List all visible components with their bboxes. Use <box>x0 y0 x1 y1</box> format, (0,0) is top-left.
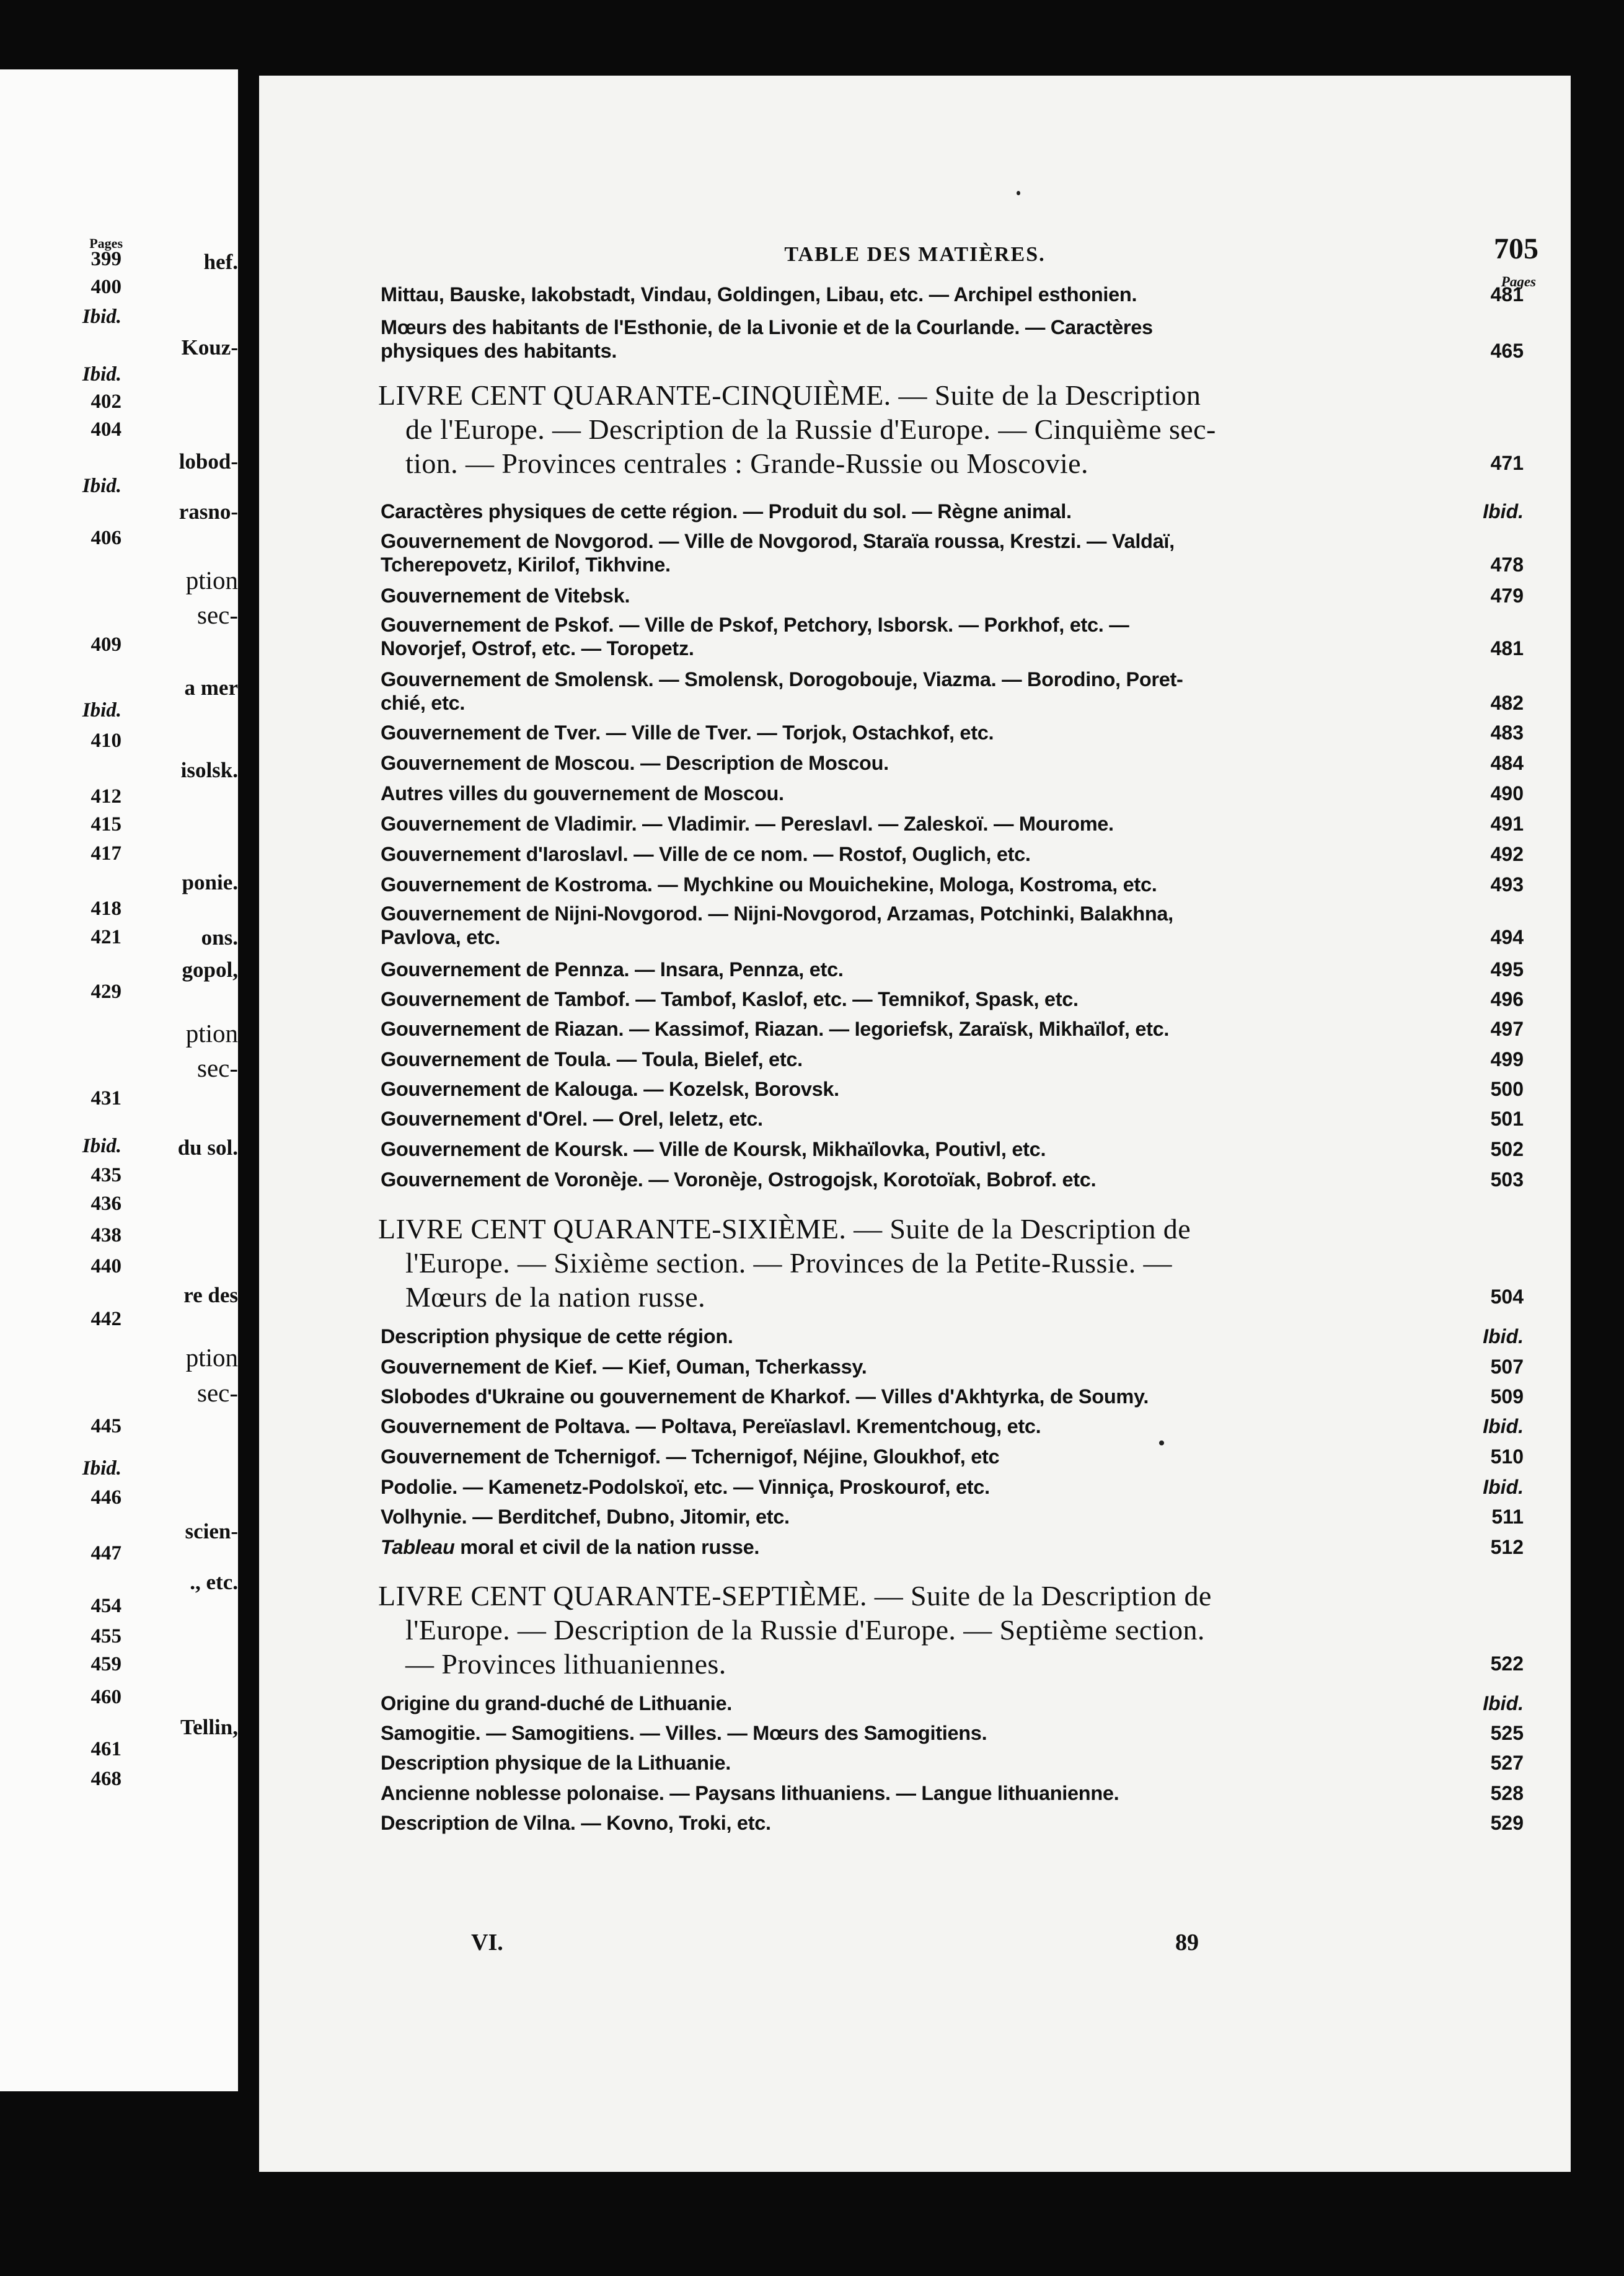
toc-entry <box>381 1355 1524 1378</box>
entry-title <box>381 958 1524 981</box>
entry-title <box>381 1445 1524 1468</box>
entry-title <box>381 1535 1524 1559</box>
entry-title <box>381 1137 1524 1161</box>
entry-title <box>381 1107 1524 1131</box>
ink-speck <box>1017 191 1020 195</box>
entry-page-number: 502 <box>1490 1138 1524 1160</box>
entry-line: Autres villes du gouvernement de Moscou. <box>381 782 784 805</box>
entry-line: Gouvernement de Pskof. — Ville de Pskof, Petchory, Isborsk. — Porkhof, etc. — <box>381 614 1129 636</box>
entry-line: Caractères physiques de cette région. — Produit du sol. — Règne animal. <box>381 500 1072 523</box>
entry-line: Gouvernement de Voronèje. — Voronèje, Ostrogojsk, Korotoïak, Bobrof. etc. <box>381 1168 1097 1191</box>
entry-title <box>381 812 1524 836</box>
toc-entry <box>381 1017 1524 1041</box>
entry-page-number: 504 <box>1490 1286 1524 1308</box>
left-pages-label: Pages <box>89 236 123 251</box>
entry-page-number: 471 <box>1490 452 1524 474</box>
entry-title <box>381 782 1524 805</box>
entry-page-number: 495 <box>1490 958 1524 981</box>
left-page-number: 417 <box>90 842 121 865</box>
entry-page-number: 511 <box>1491 1506 1524 1528</box>
left-page-text-fragment: ption <box>185 566 238 594</box>
left-page-text-fragment: Tellin, <box>180 1715 238 1739</box>
left-page-text-fragment: sec- <box>196 1378 238 1407</box>
toc-entry <box>381 1751 1524 1775</box>
entry-line: Gouvernement de Poltava. — Poltava, Pereïaslavl. Krementchoug, etc. <box>381 1415 1041 1437</box>
entry-line: Volhynie. — Berditchef, Dubno, Jitomir, etc. <box>381 1506 790 1528</box>
entry-page-number: 525 <box>1490 1722 1524 1744</box>
entry-line: Gouvernement de Kalouga. — Kozelsk, Borovsk. <box>381 1078 839 1100</box>
left-page-text-fragment: ption <box>185 1019 238 1048</box>
left-page-number: Ibid. <box>82 363 121 386</box>
left-page-number: 440 <box>90 1255 121 1277</box>
entry-page-number: 481 <box>1490 637 1524 659</box>
entry-page-number: 479 <box>1490 584 1524 607</box>
running-title: TABLE DES MATIÈRES. <box>784 243 1046 266</box>
entry-title <box>381 1385 1524 1408</box>
left-page-number: 406 <box>90 527 121 549</box>
left-page-text-fragment: du sol. <box>177 1136 238 1160</box>
entry-title <box>381 613 1524 660</box>
left-page-number: 438 <box>90 1224 121 1246</box>
left-page-number: 431 <box>90 1087 121 1109</box>
left-page-number: 436 <box>90 1193 121 1215</box>
entry-page-number: 482 <box>1490 692 1524 714</box>
toc-entry <box>381 958 1524 981</box>
entry-page-number: 497 <box>1490 1018 1524 1040</box>
entry-page-number: Ibid. <box>1483 1415 1524 1437</box>
left-page-text-fragment: scien- <box>185 1519 238 1543</box>
entry-title <box>381 987 1524 1011</box>
entry-line: Gouvernement de Riazan. — Kassimof, Riazan. — Iegoriefsk, Zaraïsk, Mikhaïlof, etc. <box>381 1018 1170 1040</box>
toc-entry <box>381 1781 1524 1805</box>
entry-line: LIVRE CENT QUARANTE-CINQUIÈME. — Suite de la Description <box>378 379 1201 411</box>
toc-entry <box>381 1721 1524 1745</box>
left-page-text-fragment: re des <box>183 1283 238 1307</box>
toc-entry <box>381 1811 1524 1835</box>
left-page-text-fragment: gopol, <box>182 958 238 982</box>
entry-page-number: 503 <box>1490 1168 1524 1191</box>
left-page-number: 461 <box>90 1738 121 1760</box>
left-page-number: Ibid. <box>82 306 121 328</box>
entry-page-number: 528 <box>1490 1782 1524 1804</box>
entry-title <box>381 668 1524 715</box>
entry-title <box>381 842 1524 866</box>
left-page-text-fragment: ons. <box>201 925 238 950</box>
entry-title <box>381 1692 1524 1715</box>
toc-entry <box>381 1505 1524 1528</box>
entry-line: chié, etc. <box>381 692 466 714</box>
entry-line: Gouvernement de Tver. — Ville de Tver. — Torjok, Ostachkof, etc. <box>381 721 994 744</box>
toc-entry <box>381 842 1524 866</box>
toc-entry <box>381 751 1524 775</box>
entry-page-number: 499 <box>1490 1048 1524 1070</box>
entry-title <box>381 315 1524 363</box>
left-page-number: 409 <box>90 633 121 656</box>
toc-entry <box>381 873 1524 896</box>
entry-page-number: Ibid. <box>1483 500 1524 523</box>
entry-page-number: 491 <box>1490 813 1524 835</box>
entry-line: LIVRE CENT QUARANTE-SIXIÈME. — Suite de la Description de <box>378 1213 1191 1245</box>
toc-entry <box>381 668 1524 715</box>
chapter-heading-entry <box>378 1212 1524 1314</box>
entry-line: Gouvernement de Tchernigof. — Tchernigof, Néjine, Gloukhof, etc <box>381 1445 1000 1468</box>
entry-title <box>381 500 1524 523</box>
entry-title <box>381 751 1524 775</box>
entry-title <box>381 1505 1524 1528</box>
entry-line: LIVRE CENT QUARANTE-SEPTIÈME. — Suite de la Description de <box>378 1580 1212 1612</box>
entry-page-number: 478 <box>1490 554 1524 576</box>
entry-line: Description physique de la Lithuanie. <box>381 1752 731 1774</box>
left-page-number: 415 <box>90 813 121 836</box>
entry-line: l'Europe. — Description de la Russie d'Europe. — Septième section. <box>405 1614 1205 1646</box>
entry-line: Description de Vilna. — Kovno, Troki, etc. <box>381 1812 771 1834</box>
entry-line: — Provinces lithuaniennes. <box>405 1648 726 1680</box>
left-page-number: 454 <box>90 1595 121 1617</box>
left-page-number: 399 <box>90 248 121 270</box>
left-page-text-fragment: hef. <box>203 250 238 274</box>
toc-entry <box>381 1385 1524 1408</box>
entry-line: Gouvernement de Vitebsk. <box>381 584 630 607</box>
left-page-number: 442 <box>90 1308 121 1330</box>
entry-line: Novorjef, Ostrof, etc. — Toropetz. <box>381 637 694 659</box>
toc-entry <box>381 1692 1524 1715</box>
entry-line: Gouvernement de Kostroma. — Mychkine ou Mouichekine, Mologa, Kostroma, etc. <box>381 873 1157 896</box>
left-page-text-fragment: ., etc. <box>190 1570 238 1594</box>
toc-entry <box>381 1414 1524 1438</box>
entry-title <box>381 1721 1524 1745</box>
entry-title <box>381 1811 1524 1835</box>
left-page-number: 435 <box>90 1164 121 1186</box>
entry-title <box>381 1017 1524 1041</box>
entry-title <box>381 283 1524 306</box>
entry-line: Gouvernement de Vladimir. — Vladimir. — Pereslavl. — Zaleskoï. — Mourome. <box>381 813 1114 835</box>
toc-entry <box>381 584 1524 607</box>
entry-line: Pavlova, etc. <box>381 926 501 948</box>
entry-line: Slobodes d'Ukraine ou gouvernement de Kharkof. — Villes d'Akhtyrka, de Soumy. <box>381 1385 1149 1408</box>
toc-entry <box>381 1048 1524 1071</box>
entry-line-wrapper <box>381 1535 1468 1559</box>
entry-title <box>381 584 1524 607</box>
entry-page-number: 509 <box>1490 1385 1524 1408</box>
entry-title <box>381 1781 1524 1805</box>
entry-line: Ancienne noblesse polonaise. — Paysans lithuaniens. — Langue lithuanienne. <box>381 1782 1119 1804</box>
entry-page-number: 512 <box>1490 1536 1524 1558</box>
signature-mark: VI. <box>471 1930 503 1956</box>
toc-entry <box>381 1137 1524 1161</box>
entry-title <box>381 1048 1524 1071</box>
toc-entry <box>381 1445 1524 1468</box>
toc-entry <box>381 500 1524 523</box>
entry-line: Description physique de cette région. <box>381 1325 733 1348</box>
left-page-text-fragment: a mer <box>184 676 238 700</box>
entry-page-number: 483 <box>1490 721 1524 744</box>
entry-line: Gouvernement de Pennza. — Insara, Pennza, etc. <box>381 958 844 981</box>
entry-page-number: 484 <box>1490 752 1524 774</box>
toc-entry <box>381 987 1524 1011</box>
left-page-number: 418 <box>90 898 121 920</box>
entry-line: tion. — Provinces centrales : Grande-Russie ou Moscovie. <box>405 448 1088 479</box>
gathering-number: 89 <box>1175 1930 1199 1956</box>
left-page-number: Ibid. <box>82 699 121 721</box>
entry-title <box>381 721 1524 744</box>
table-of-contents-page <box>259 76 1571 2172</box>
entry-lead-italic: Tableau <box>381 1536 455 1558</box>
entry-line: Origine du grand-duché de Lithuanie. <box>381 1692 732 1714</box>
entry-line: Gouvernement de Tambof. — Tambof, Kaslof, etc. — Temnikof, Spask, etc. <box>381 988 1079 1010</box>
left-page-number: 400 <box>90 276 121 298</box>
toc-entry <box>381 1168 1524 1191</box>
entry-title <box>381 902 1524 949</box>
toc-entry <box>381 1325 1524 1348</box>
entry-page-number: 496 <box>1490 988 1524 1010</box>
entry-line: l'Europe. — Sixième section. — Provinces de la Petite-Russie. — <box>405 1247 1172 1279</box>
entry-line: Mœurs de la nation russe. <box>405 1281 705 1313</box>
left-page-number: 459 <box>90 1653 121 1675</box>
entry-page-number: 481 <box>1490 283 1524 306</box>
entry-title <box>381 873 1524 896</box>
entry-line: moral et civil de la nation russe. <box>460 1536 760 1558</box>
entry-page-number: 501 <box>1490 1108 1524 1130</box>
toc-entry <box>381 902 1524 949</box>
left-page-number: Ibid. <box>82 1457 121 1480</box>
left-page-number: 446 <box>90 1486 121 1509</box>
left-page-number: Ibid. <box>82 1135 121 1157</box>
entry-page-number: 492 <box>1490 843 1524 865</box>
entry-page-number: 507 <box>1490 1356 1524 1378</box>
toc-entry <box>381 529 1524 576</box>
entry-page-number: 494 <box>1490 926 1524 948</box>
left-page-number: 468 <box>90 1768 121 1790</box>
entry-title <box>381 1355 1524 1378</box>
left-page-number: 421 <box>90 926 121 948</box>
entry-page-number: 493 <box>1490 873 1524 896</box>
entry-title <box>381 1168 1524 1191</box>
left-page-text-fragment: rasno- <box>179 500 238 524</box>
toc-entry <box>381 812 1524 836</box>
toc-entry <box>381 315 1524 363</box>
entry-page-number: 522 <box>1490 1652 1524 1675</box>
toc-entry <box>381 1535 1524 1559</box>
entry-page-number: 490 <box>1490 782 1524 805</box>
entry-title <box>381 1751 1524 1775</box>
left-page-text-fragment: sec- <box>196 1054 238 1082</box>
toc-entry <box>381 721 1524 744</box>
page-number: 705 <box>1494 232 1538 265</box>
entry-line: Gouvernement de Koursk. — Ville de Koursk, Mikhaïlovka, Poutivl, etc. <box>381 1138 1046 1160</box>
left-page-text-fragment: sec- <box>196 601 238 629</box>
entry-page-number: 510 <box>1490 1445 1524 1468</box>
entry-line: physiques des habitants. <box>381 340 617 362</box>
chapter-title <box>378 1212 1524 1314</box>
chapter-title <box>378 1579 1524 1681</box>
entry-line: Gouvernement d'Iaroslavl. — Ville de ce nom. — Rostof, Ouglich, etc. <box>381 843 1031 865</box>
chapter-heading-entry <box>378 1579 1524 1681</box>
entry-line: Gouvernement de Nijni-Novgorod. — Nijni-Novgorod, Arzamas, Potchinki, Balakhna, <box>381 902 1173 925</box>
toc-entry <box>381 782 1524 805</box>
entry-line: Gouvernement de Toula. — Toula, Bielef, etc. <box>381 1048 803 1070</box>
entry-line: Mittau, Bauske, Iakobstadt, Vindau, Goldingen, Libau, etc. — Archipel esthonien. <box>381 283 1137 306</box>
ink-speck <box>1159 1440 1164 1445</box>
entry-line: Mœurs des habitants de l'Esthonie, de la Livonie et de la Courlande. — Caractères <box>381 316 1153 338</box>
entry-title <box>381 1414 1524 1438</box>
toc-entry <box>381 283 1524 306</box>
left-page-text-fragment: Kouz- <box>181 335 238 359</box>
entry-title <box>381 529 1524 576</box>
toc-entry <box>381 1107 1524 1131</box>
chapter-title <box>378 378 1524 480</box>
entry-line: Gouvernement de Smolensk. — Smolensk, Dorogobouje, Viazma. — Borodino, Poret- <box>381 668 1183 690</box>
entry-page-number: 500 <box>1490 1078 1524 1100</box>
entry-page-number: 465 <box>1490 340 1524 362</box>
left-page-number: 402 <box>90 390 121 413</box>
left-page-text-fragment: isolsk. <box>180 758 238 782</box>
entry-line: Tcherepovetz, Kirilof, Tikhvine. <box>381 554 671 576</box>
entry-line: Gouvernement d'Orel. — Orel, Ieletz, etc. <box>381 1108 763 1130</box>
left-page-number: 410 <box>90 730 121 752</box>
left-page-number: 447 <box>90 1542 121 1564</box>
entry-line: Samogitie. — Samogitiens. — Villes. — Mœurs des Samogitiens. <box>381 1722 987 1744</box>
toc-entry <box>381 613 1524 660</box>
left-page-text-fragment: lobod- <box>179 449 238 474</box>
left-page-number: 460 <box>90 1686 121 1708</box>
left-page-number: 429 <box>90 981 121 1003</box>
entry-line: Gouvernement de Kief. — Kief, Ouman, Tcherkassy. <box>381 1356 867 1378</box>
toc-entry <box>381 1077 1524 1101</box>
entry-line: de l'Europe. — Description de la Russie d'Europe. — Cinquième sec- <box>405 413 1216 445</box>
left-page-text-fragment: ponie. <box>182 870 238 894</box>
entry-line: Gouvernement de Novgorod. — Ville de Novgorod, Staraïa roussa, Krestzi. — Valdaï, <box>381 530 1175 552</box>
left-page-text-fragment: ption <box>185 1343 238 1372</box>
entry-title <box>381 1475 1524 1499</box>
entry-title <box>381 1325 1524 1348</box>
entry-line: Gouvernement de Moscou. — Description de Moscou. <box>381 752 889 774</box>
left-page-number: 412 <box>90 785 121 808</box>
entry-title <box>381 1077 1524 1101</box>
entry-page-number: Ibid. <box>1483 1476 1524 1498</box>
chapter-heading-entry <box>378 378 1524 480</box>
left-page-number: 445 <box>90 1415 121 1437</box>
pages-column-label: Pages <box>1501 274 1536 289</box>
left-page-number: Ibid. <box>82 475 121 497</box>
left-page-number: 455 <box>90 1625 121 1647</box>
entry-line: Podolie. — Kamenetz-Podolskoï, etc. — Vinniça, Proskourof, etc. <box>381 1476 990 1498</box>
entry-page-number: Ibid. <box>1483 1692 1524 1714</box>
entry-page-number: 529 <box>1490 1812 1524 1834</box>
left-page-number: 404 <box>90 418 121 441</box>
previous-page-fragment <box>0 69 238 2091</box>
entry-page-number: 527 <box>1490 1752 1524 1774</box>
entry-page-number: Ibid. <box>1483 1325 1524 1348</box>
toc-entry <box>381 1475 1524 1499</box>
